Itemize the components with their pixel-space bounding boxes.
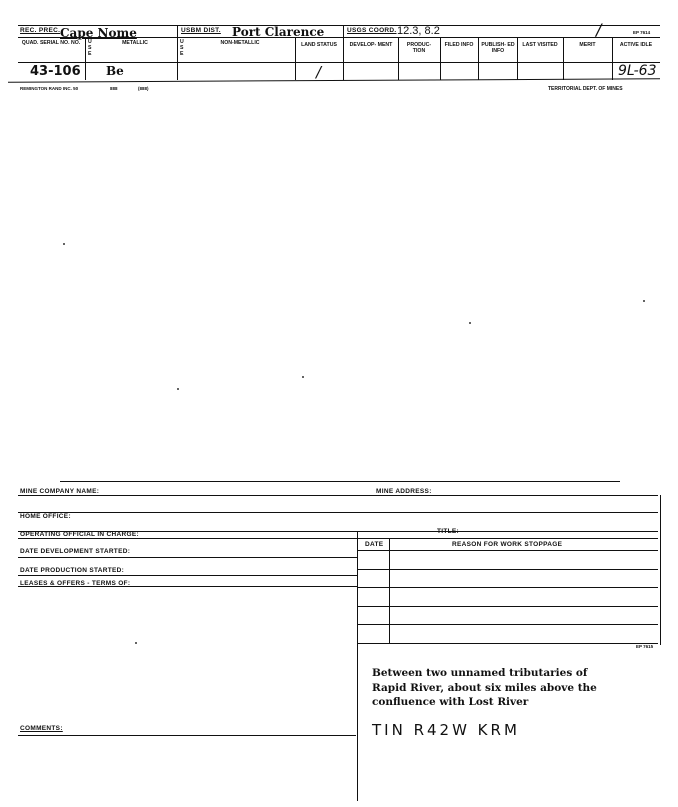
col-published-info: PUBLISH- ED INFO: [481, 42, 515, 54]
col-use-nonmetallic-prefix: U S E: [180, 39, 184, 57]
rec-prec-value: Cape Nome: [60, 26, 137, 40]
active-idle-value: 9L-63: [618, 63, 657, 79]
form-code-bottom: EP 7615: [636, 644, 654, 649]
col-development: DEVELOP- MENT: [349, 42, 393, 48]
usgs-coord-value: 12.3, 8.2: [397, 25, 440, 37]
leases-offers-label: LEASES & OFFERS - TERMS OF:: [20, 580, 131, 587]
location-description: [372, 666, 597, 710]
location-line-1: Between two unnamed tributaries of: [372, 667, 588, 679]
agency-name: TERRITORIAL DEPT. OF MINES: [548, 86, 623, 92]
col-merit: MERIT: [579, 42, 596, 48]
operating-official-label: OPERATING OFFICIAL IN CHARGE:: [20, 531, 139, 538]
reason-column-header: REASON FOR WORK STOPPAGE: [452, 541, 563, 548]
home-office-label: HOME OFFICE:: [20, 513, 71, 520]
col-metallic: METALLIC: [122, 40, 148, 46]
date-production-started-label: DATE PRODUCTION STARTED:: [20, 567, 125, 574]
title-label: TITLE:: [437, 528, 460, 535]
col-production: PRODUC- TION: [406, 42, 432, 54]
printer-imprint: REMINGTON RAND INC. 50: [20, 86, 79, 91]
col-non-metallic: NON-METALLIC: [220, 40, 260, 46]
usbm-dist-label: USBM DIST.: [181, 27, 221, 34]
col-land-status: LAND STATUS: [301, 42, 337, 48]
metallic-value: Be: [106, 64, 124, 78]
usbm-dist-value: Port Clarence: [232, 25, 325, 39]
col-filed-info: FILED INFO: [444, 42, 474, 48]
date-column-header: DATE: [365, 541, 384, 548]
corner-mark: /: [596, 20, 602, 39]
col-active-idle: ACTIVE IDLE: [619, 42, 653, 48]
comments-label: COMMENTS:: [20, 725, 63, 732]
col-quad-serial: QUAD. SERIAL NO. NO.: [21, 40, 81, 46]
mine-company-name-label: MINE COMPANY NAME:: [20, 488, 100, 495]
location-line-3: confluence with Lost River: [372, 696, 529, 708]
location-line-2: Rapid River, about six miles above the: [372, 681, 597, 694]
printer-code-1: 888: [110, 86, 118, 91]
usgs-coord-label: USGS COORD.: [347, 27, 397, 34]
form-code-top: EP 7614: [633, 30, 651, 35]
township-range: TIN R42W KRM: [372, 721, 520, 739]
date-development-started-label: DATE DEVELOPMENT STARTED:: [20, 548, 131, 555]
serial-value: 43-106: [30, 64, 81, 79]
col-last-visited: LAST VISITED: [522, 42, 558, 48]
printer-code-2: (888): [138, 86, 149, 91]
land-status-value: /: [316, 63, 322, 81]
mine-address-label: MINE ADDRESS:: [376, 488, 432, 495]
col-use-metallic-prefix: U S E: [88, 39, 92, 57]
rec-prec-label: REC. PREC.: [20, 27, 61, 34]
